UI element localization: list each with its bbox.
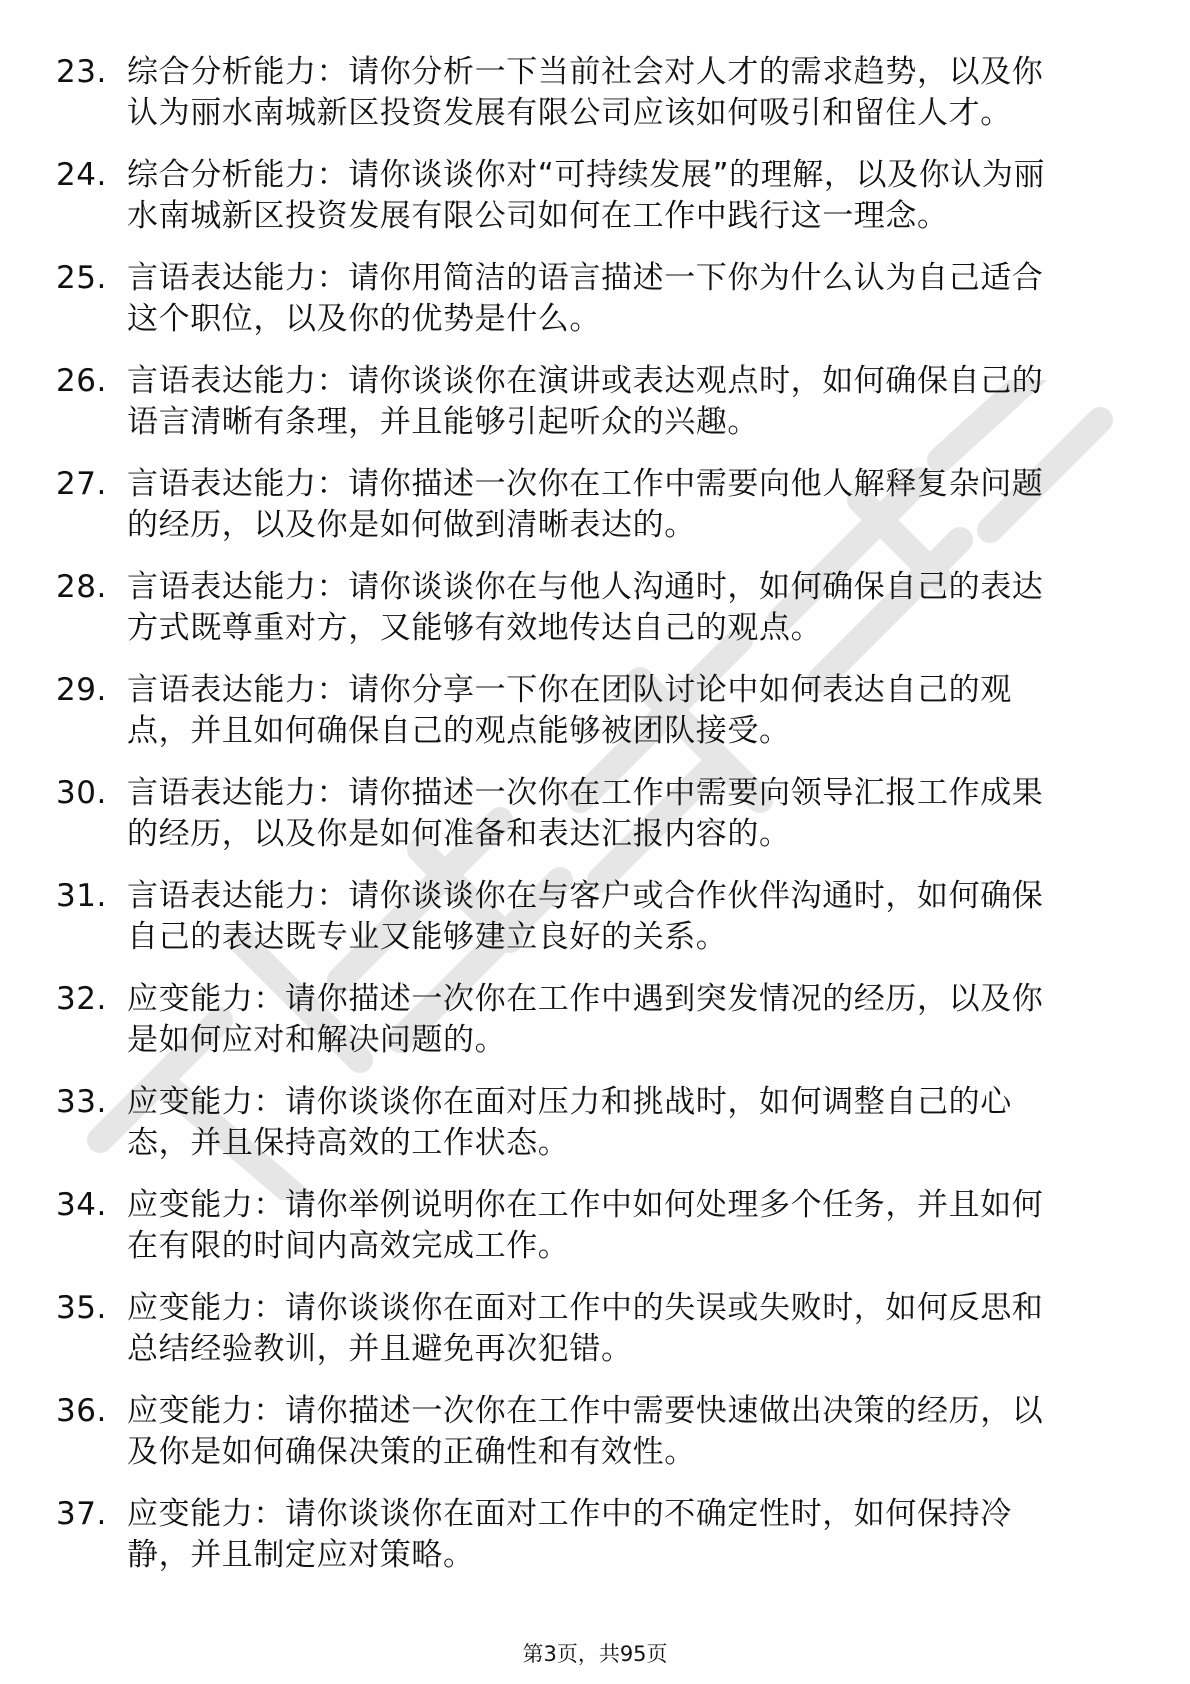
list-item: [0, 258, 1190, 340]
list-item: [0, 979, 1190, 1061]
question-number: 25.: [56, 260, 107, 296]
question-text: 应变能力：请你描述一次你在工作中遇到突发情况的经历，以及你是如何应对和解决问题的。: [127, 981, 1044, 1058]
question-text: 应变能力：请你举例说明你在工作中如何处理多个任务，并且如何在有限的时间内高效完成工作。: [127, 1187, 1044, 1264]
question-text: 应变能力：请你谈谈你在面对压力和挑战时，如何调整自己的心态，并且保持高效的工作状态。: [127, 1084, 1012, 1161]
question-number: 29.: [56, 672, 107, 708]
list-item: [0, 155, 1190, 237]
question-number: 37.: [56, 1496, 107, 1532]
question-number: 24.: [56, 157, 107, 193]
list-item: [0, 52, 1190, 134]
list-item: [0, 876, 1190, 958]
question-text: 言语表达能力：请你描述一次你在工作中需要向领导汇报工作成果的经历，以及你是如何准备和表达汇报内容的。: [127, 775, 1044, 852]
question-number: 34.: [56, 1187, 107, 1223]
question-list: [0, 52, 1190, 1597]
question-text: 言语表达能力：请你用简洁的语言描述一下你为什么认为自己适合这个职位，以及你的优势是什么。: [127, 260, 1044, 337]
list-item: [0, 1494, 1190, 1576]
question-text: 言语表达能力：请你描述一次你在工作中需要向他人解释复杂问题的经历，以及你是如何做到清晰表达的。: [127, 466, 1044, 543]
question-number: 28.: [56, 569, 107, 605]
list-item: [0, 567, 1190, 649]
question-text: 综合分析能力：请你分析一下当前社会对人才的需求趋势，以及你认为丽水南城新区投资发展有限公司应该如何吸引和留住人才。: [127, 54, 1044, 131]
page-footer: 第3页，共95页: [522, 1642, 668, 1666]
question-number: 33.: [56, 1084, 107, 1120]
list-item: [0, 1288, 1190, 1370]
list-item: [0, 1391, 1190, 1473]
list-item: [0, 773, 1190, 855]
list-item: [0, 1082, 1190, 1164]
question-number: 36.: [56, 1393, 107, 1429]
question-number: 23.: [56, 54, 107, 90]
question-number: 35.: [56, 1290, 107, 1326]
question-number: 31.: [56, 878, 107, 914]
question-text: 应变能力：请你谈谈你在面对工作中的不确定性时，如何保持冷静，并且制定应对策略。: [127, 1496, 1012, 1573]
list-item: [0, 361, 1190, 443]
question-text: 应变能力：请你描述一次你在工作中需要快速做出决策的经历，以及你是如何确保决策的正确性和有效性。: [127, 1393, 1044, 1470]
question-number: 30.: [56, 775, 107, 811]
question-text: 应变能力：请你谈谈你在面对工作中的失误或失败时，如何反思和总结经验教训，并且避免再次犯错。: [127, 1290, 1044, 1367]
list-item: [0, 464, 1190, 546]
list-item: [0, 670, 1190, 752]
list-item: [0, 1185, 1190, 1267]
question-text: 言语表达能力：请你谈谈你在与他人沟通时，如何确保自己的表达方式既尊重对方，又能够有效地传达自己的观点。: [127, 569, 1044, 646]
question-text: 言语表达能力：请你谈谈你在演讲或表达观点时，如何确保自己的语言清晰有条理，并且能够引起听众的兴趣。: [127, 363, 1044, 440]
question-number: 27.: [56, 466, 107, 502]
question-number: 32.: [56, 981, 107, 1017]
question-text: 言语表达能力：请你谈谈你在与客户或合作伙伴沟通时，如何确保自己的表达既专业又能够建立良好的关系。: [127, 878, 1044, 955]
question-text: 综合分析能力：请你谈谈你对“可持续发展”的理解，以及你认为丽水南城新区投资发展有限公司如何在工作中践行这一理念。: [127, 157, 1046, 234]
question-text: 言语表达能力：请你分享一下你在团队讨论中如何表达自己的观点，并且如何确保自己的观点能够被团队接受。: [127, 672, 1012, 749]
question-number: 26.: [56, 363, 107, 399]
